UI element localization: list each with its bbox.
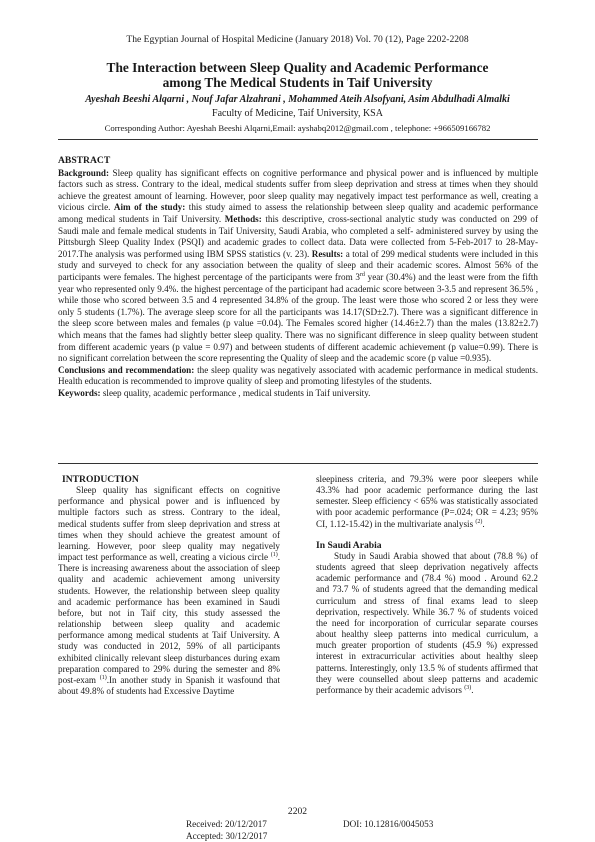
intro-text-a: Sleep quality has significant effects on cognitive performance and physical power and is influenced by multiple factors such as stress. Contrary to the ideal, medical students suffer from sleep deprivation and stress at times when they should achieve the greatest amount of learning. However, poor sleep quality may negatively impact test performance as well, creating a vicious circle	[58, 485, 280, 563]
conclusions-text: the sleep quality was negatively associated with academic performance in medical students. Health education is recommended to improve quality of sleep and promoting lifestyles of the students.	[58, 364, 538, 387]
left-column	[58, 474, 280, 697]
right-paragraph-1	[316, 474, 538, 530]
received-date: Received: 20/12/2017	[186, 819, 267, 829]
citation-3: (3)	[464, 684, 472, 691]
accepted-date: Accepted: 30/12/2017	[186, 831, 268, 841]
abstract-section	[58, 155, 538, 399]
intro-text-c: .In another study in Spanish it wasfound that about 49.8% of students had Excessive Daytime	[58, 674, 280, 696]
page-number: 2202	[287, 806, 308, 817]
title-line-1: The Interaction between Sleep Quality and Academic Performance	[106, 60, 489, 75]
corresponding-author: Corresponding Author: Ayeshah Beeshi Alqarni,Email: ayshabq2012@gmail.com , telephone: +966509166782	[104, 123, 491, 133]
conclusions-label: Conclusions and recommendation:	[58, 364, 195, 375]
doi: DOI: 10.12816/0045053	[343, 819, 434, 829]
right-text-b: .	[482, 518, 485, 529]
paper-title	[40, 60, 555, 90]
introduction-paragraph	[58, 485, 280, 697]
right-text-a: sleepiness criteria, and 79.3% were poor sleepers while 43.3% had poor academic performance during the last semester. Sleep efficiency < 65% was statistically associated with poor academic performance (P=.024; OR = 4.23; 95% CI, 1.12-15.42) in the multivariate analysis	[316, 474, 538, 529]
results-text-a: a total of 299 medical students were included in this study and surveyed to check for any association between the quality of sleep and their academic scores. Almost 56% of the participants were females. The highest percentage of the participants were from 3	[58, 248, 538, 282]
saudi-arabia-heading: In Saudi Arabia	[316, 539, 382, 551]
citation-2: (2)	[475, 518, 483, 525]
methods-text: this descriptive, cross-sectional analytic study was conducted on 299 of Saudi male and female medical students in Taif University, Saudi Arabia, who completed a self- administered survey by using the Pittsburgh Sleep Quality Index (PSQI) and academic grades to collect data. Data were collected from 5-Feb-2017 to 28-May-2017.The analysis was performed using IBM SPSS statistics (v. 23).	[58, 213, 538, 259]
aim-text: this study aimed to assess the relationship between sleep quality and academic performance among medical students in Taif University.	[58, 202, 538, 224]
right-column	[316, 474, 538, 696]
background-text: Sleep quality has significant effects on cognitive performance and physical power and is influenced by multiple factors such as stress. Contrary to the ideal, medical students suffer from sleep deprivation and stress at times when they should achieve the greatest amount of learning. However, poor sleep quality may negatively impact test performance as well, creating a vicious circle.	[58, 167, 538, 213]
author-list: Ayeshah Beeshi Alqarni , Nouf Jafar Alzahrani , Mohammed Ateih Alsofyani, Asim Abdulhadi Almalki	[85, 94, 510, 105]
results-label: Results:	[311, 248, 344, 259]
conclusions-paragraph	[58, 365, 538, 388]
journal-header: The Egyptian Journal of Hospital Medicine (January 2018) Vol. 70 (12), Page 2202-2208	[126, 34, 469, 45]
citation-1a: (1)	[270, 552, 278, 559]
divider-bottom	[58, 463, 538, 464]
saudi-text-a: Study in Saudi Arabia showed that about (78.8 %) of students agreed that sleep deprivation negatively affects academic performance and (78.4 %) mood . Around 62.2 and 73.7 % of students agreed that the demanding medical curriculum and stress of final exams lead to sleep deprivation, respectively. While 36.7 % of students voiced the need for incorporation of curricular separate courses about healthy sleep patterns into medical curriculum, a much greater proportion of students (45.9 %) expressed interest in extracurricular activities about healthy sleep patterns. Interestingly, only 13.5 % of students affirmed that they were counselled about sleep patterns and academic performance by their academic advisors	[316, 550, 538, 695]
results-text-b: year (30.4%) and the least were from the fifth year who represented only 9.4%. the highest percentage of the participant had academic score between 3-3.5 and represent 36.5% , while those who scored between 3.5 and 4 represented 34.8% of the group. The least were those who scored 2 or less they were only 5 students (1.7%). The average sleep score for all the participants was 14.17(SD±2.7). There was a significant difference in the sleep score between males and females (p value =0.04). The Females scored higher (14.46±2.7) than the males (13.82±2.7) which means that the fames had slightly better sleep quality. There was no significant difference in sleep quality between student from different academic years (p value = 0.97) and between students of different academic achievement (p value=0.99). There is no significant correlation between the score representing the Quality of sleep and the academic score (p value =0.935).	[58, 271, 538, 364]
intro-text-b: . There is increasing awareness about the association of sleep quality and academic achievement among university students. However, the relationship between sleep quality and academic performance has been examined in Saudi before, but not in Taif city, this study assessed the relationship between sleep quality and academic performance among medical students at Taif University. A study was conducted in 2012, 59% of all participants exhibited clinically relevant sleep disturbances during exam preparation compared to 29% during the semester and 8% post-exam	[58, 552, 280, 685]
citation-1b: (1)	[99, 674, 107, 681]
keywords-paragraph	[58, 388, 538, 400]
divider-top	[58, 139, 538, 140]
title-line-2: among The Medical Students in Taif University	[162, 75, 433, 90]
keywords-label: Keywords:	[58, 387, 101, 398]
right-paragraph-2	[316, 551, 538, 696]
methods-label: Methods:	[224, 213, 262, 224]
keywords-text: sleep quality, academic performance , medical students in Taif university.	[100, 387, 371, 398]
introduction-heading: INTRODUCTION	[62, 474, 139, 485]
results-superscript: rd	[359, 271, 365, 278]
aim-label: Aim of the study:	[113, 202, 186, 213]
abstract-body	[58, 168, 538, 365]
affiliation: Faculty of Medicine, Taif University, KSA	[212, 108, 383, 119]
abstract-heading: ABSTRACT	[58, 155, 111, 166]
saudi-text-b: .	[471, 684, 474, 695]
background-label: Background:	[58, 167, 110, 178]
